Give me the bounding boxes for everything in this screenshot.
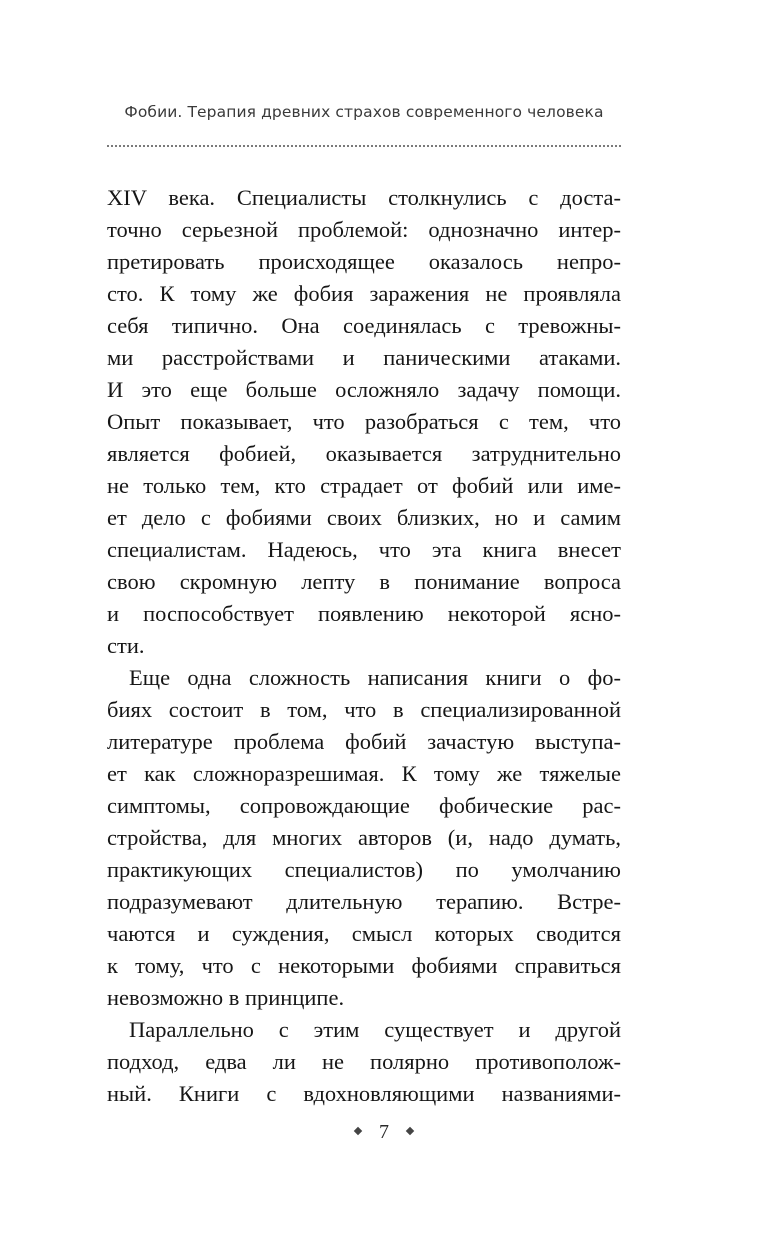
- body-text: [107, 182, 621, 1110]
- text-line: и поспособствует появлению некоторой ясно-: [107, 601, 621, 626]
- paragraph: [107, 1014, 621, 1110]
- dotted-rule: [107, 145, 621, 147]
- paragraph: [107, 182, 621, 662]
- running-head: Фобии. Терапия древних страхов современного человека: [124, 103, 604, 121]
- text-line: к тому, что с некоторыми фобиями справиться: [107, 953, 621, 978]
- text-line: точно серьезной проблемой: однозначно интер-: [107, 217, 621, 242]
- text-line: ный. Книги с вдохновляющими названиями-: [107, 1081, 621, 1106]
- text-line: ет как сложноразрешимая. К тому же тяжелые: [107, 761, 621, 786]
- text-line: XIV века. Специалисты столкнулись с доста-: [107, 185, 621, 210]
- text-line: литературе проблема фобий зачастую выступа-: [107, 729, 621, 754]
- text-line: ет дело с фобиями своих близких, но и самим: [107, 505, 621, 530]
- folio: [0, 1121, 768, 1144]
- text-line: свою скромную лепту в понимание вопроса: [107, 569, 621, 594]
- text-line: стройства, для многих авторов (и, надо думать,: [107, 825, 621, 850]
- text-line: подразумевают длительную терапию. Встре-: [107, 889, 621, 914]
- text-line: сти.: [107, 633, 145, 658]
- text-line: подход, едва ли не полярно противополож-: [107, 1049, 621, 1074]
- text-line: И это еще больше осложняло задачу помощи.: [107, 377, 621, 402]
- text-line: чаются и суждения, смысл которых сводится: [107, 921, 621, 946]
- text-line: себя типично. Она соединялась с тревожны-: [107, 313, 621, 338]
- text-line: является фобией, оказывается затруднительно: [107, 441, 621, 466]
- text-line: претировать происходящее оказалось непро-: [107, 249, 621, 274]
- text-line: не только тем, кто страдает от фобий или име-: [107, 473, 621, 498]
- text-line: Еще одна сложность написания книги о фо-: [129, 665, 621, 690]
- diamond-ornament-right: [406, 1127, 414, 1135]
- diamond-ornament-left: [354, 1127, 362, 1135]
- paragraph: [107, 662, 621, 1014]
- text-line: невозможно в принципе.: [107, 985, 345, 1010]
- text-line: сто. К тому же фобия заражения не проявляла: [107, 281, 621, 306]
- text-line: Опыт показывает, что разобраться с тем, что: [107, 409, 621, 434]
- text-line: ми расстройствами и паническими атаками.: [107, 345, 621, 370]
- text-line: Параллельно с этим существует и другой: [129, 1017, 621, 1042]
- text-line: специалистам. Надеюсь, что эта книга внесет: [107, 537, 621, 562]
- text-line: практикующих специалистов) по умолчанию: [107, 857, 621, 882]
- text-line: симптомы, сопровождающие фобические рас-: [107, 793, 621, 818]
- page-number: 7: [379, 1121, 389, 1143]
- text-line: биях состоит в том, что в специализированной: [107, 697, 621, 722]
